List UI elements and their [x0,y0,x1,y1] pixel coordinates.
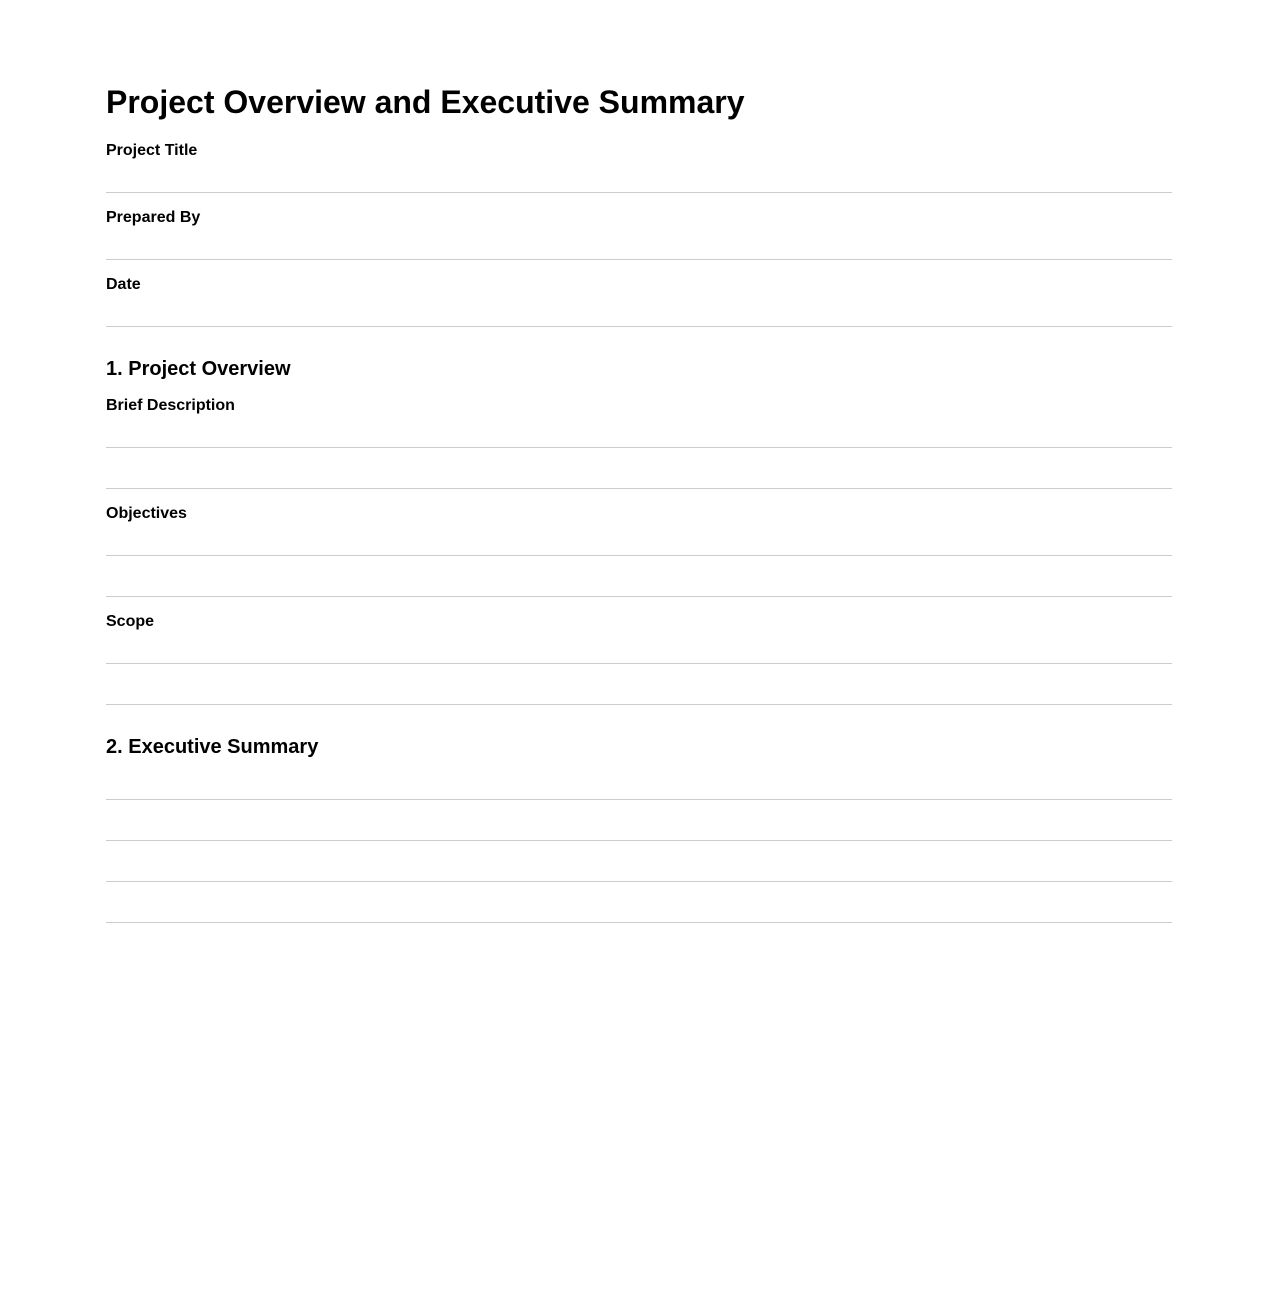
prepared-by-field[interactable] [106,259,1172,260]
objectives-label: Objectives [106,505,187,522]
scope-label: Scope [106,613,155,630]
executive-summary-line-4[interactable] [106,922,1172,923]
prepared-by-label: Prepared By [106,209,201,226]
brief-description-line-2[interactable] [106,488,1172,489]
page-title: Project Overview and Executive Summary [106,84,745,120]
date-field[interactable] [106,326,1172,327]
scope-line-2[interactable] [106,704,1172,705]
project-title-field[interactable] [106,192,1172,193]
objectives-line-2[interactable] [106,596,1172,597]
objectives-line-1[interactable] [106,555,1172,556]
project-title-label: Project Title [106,142,198,159]
section-heading-project-overview: 1. Project Overview [106,358,291,380]
executive-summary-line-3[interactable] [106,881,1172,882]
brief-description-label: Brief Description [106,397,235,414]
scope-line-1[interactable] [106,663,1172,664]
brief-description-line-1[interactable] [106,447,1172,448]
date-label: Date [106,276,141,293]
executive-summary-line-1[interactable] [106,799,1172,800]
executive-summary-line-2[interactable] [106,840,1172,841]
section-heading-executive-summary: 2. Executive Summary [106,736,319,758]
